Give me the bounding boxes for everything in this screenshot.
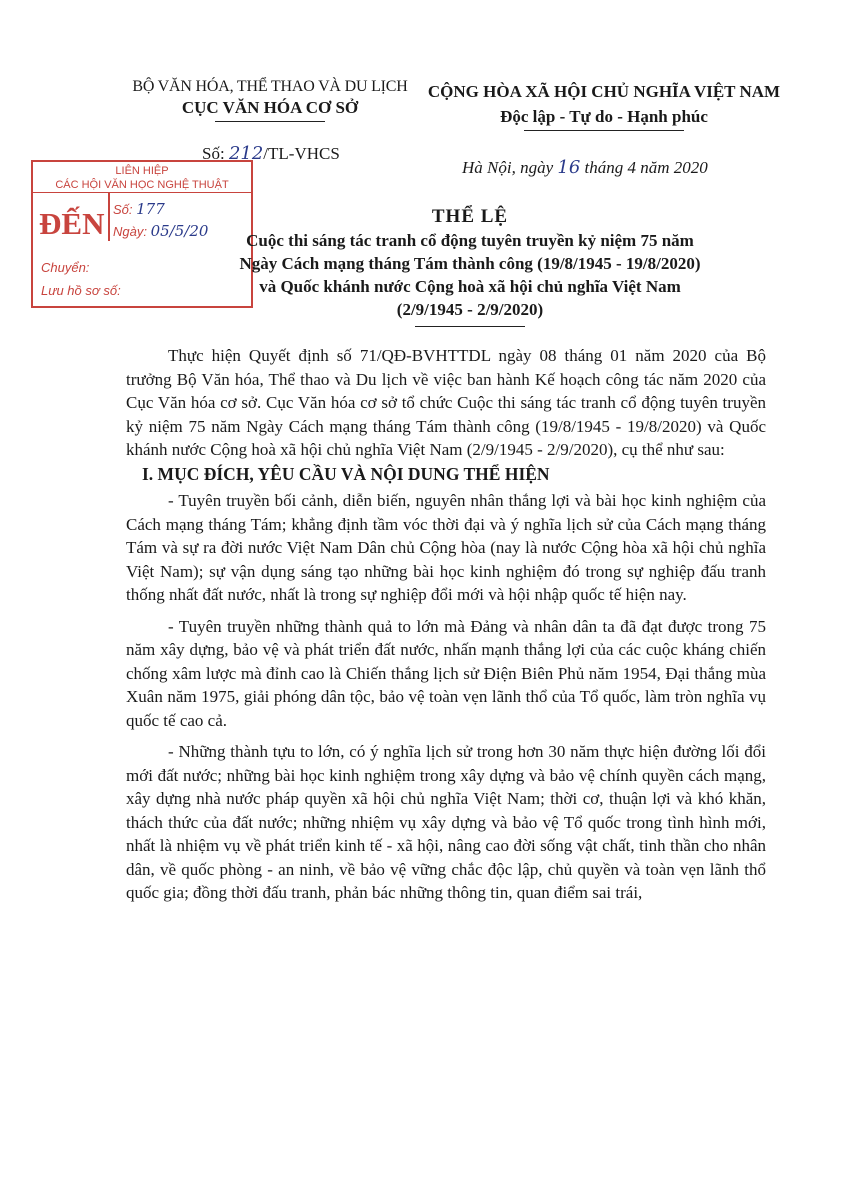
list-item: - Những thành tựu to lớn, có ý nghĩa lịch sử trong hơn 30 năm thực hiện đường lối đổi mới đất nước; những bài học kinh nghiệm trong xây dựng và bảo vệ chính quyền cách mạng, xây dựng nhà nước pháp quyền xã hội chủ nghĩa Việt Nam; thời cơ, thuận lợi và khó khăn, thách thức của đất nước; những nhiệm vụ xây dựng và bảo vệ Tổ quốc trong tình hình mới, nhất là nhiệm vụ về phát triển kinh tế - xã hội, nâng cao đời sống vật chất, tinh thần cho nhân dân, về quốc phòng - an ninh, về bảo vệ vững chắc độc lập, chủ quyền và toàn vẹn lãnh thổ quốc gia; đồng thời đấu tranh, phản bác những thông tin, quan điểm sai trái, xyxy=(126,742,766,902)
issuer-block xyxy=(120,78,420,122)
stamp-so-value: 177 xyxy=(136,200,165,218)
section-heading: I. MỤC ĐÍCH, YÊU CẦU VÀ NỘI DUNG THỂ HIỆN xyxy=(142,463,550,484)
national-header xyxy=(424,82,784,131)
stamp-org-line2: CÁC HỘI VĂN HỌC NGHỆ THUẬT xyxy=(55,179,229,191)
intro-paragraph: Thực hiện Quyết định số 71/QĐ-BVHTTDL ngày 08 tháng 01 năm 2020 của Bộ trưởng Bộ Văn hóa, Thể thao và Du lịch về việc ban hành Kế hoạch công tác năm 2020 của Cục Văn hóa cơ sở. Cục Văn hóa cơ sở tổ chức Cuộc thi sáng tác tranh cổ động tuyên truyền kỷ niệm 75 năm Ngày Cách mạng tháng Tám thành công (19/8/1945 - 19/8/2020) và Quốc khánh nước Cộng hoà xã hội chủ nghĩa Việt Nam (2/9/1945 - 2/9/2020), cụ thể như sau: xyxy=(126,346,766,459)
title-block xyxy=(190,206,750,327)
stamp-chuyen-row xyxy=(41,260,89,275)
agency-name: CỤC VĂN HÓA CƠ SỞ xyxy=(181,98,359,117)
stamp-luu-label: Lưu hồ sơ số: xyxy=(41,283,121,298)
motto-underline xyxy=(524,130,684,131)
doc-number-prefix: Số: xyxy=(202,144,229,163)
date-suffix: tháng 4 năm 2020 xyxy=(580,158,708,177)
date-day-handwritten: 16 xyxy=(557,157,581,178)
stamp-ngay-label: Ngày: xyxy=(113,224,147,239)
document-body xyxy=(126,344,766,913)
agency-underline xyxy=(215,121,325,122)
title-line-4: (2/9/1945 - 2/9/2020) xyxy=(396,300,544,319)
document-title: THỂ LỆ xyxy=(431,206,509,227)
national-motto: Độc lập - Tự do - Hạnh phúc xyxy=(500,107,708,126)
doc-number-handwritten: 212 xyxy=(228,143,264,164)
doc-number-suffix: /TL-VHCS xyxy=(263,144,340,163)
ministry-name: BỘ VĂN HÓA, THỂ THAO VÀ DU LỊCH xyxy=(132,78,408,95)
stamp-luu-row xyxy=(41,283,121,298)
title-line-3: và Quốc khánh nước Cộng hoà xã hội chủ nghĩa Việt Nam xyxy=(259,277,681,296)
stamp-chuyen-label: Chuyển: xyxy=(41,260,90,275)
stamp-org-line1: LIÊN HIỆP xyxy=(115,165,169,177)
title-line-2: Ngày Cách mạng tháng Tám thành công (19/8/1945 - 19/8/2020) xyxy=(239,254,701,273)
stamp-so-row xyxy=(113,200,165,218)
document-date xyxy=(462,157,708,178)
stamp-so-label: Số: xyxy=(113,202,133,217)
stamp-den-label: ĐẾN xyxy=(39,206,105,241)
republic-name: CỘNG HÒA XÃ HỘI CHỦ NGHĨA VIỆT NAM xyxy=(427,82,781,101)
list-item: - Tuyên truyền những thành quả to lớn mà Đảng và nhân dân ta đã đạt được trong 75 năm xây dựng, bảo vệ và phát triển đất nước, nhấn mạnh thắng lợi của các cuộc kháng chiến chống xâm lược mà đỉnh cao là Chiến thắng lịch sử Điện Biên Phủ năm 1954, Đại thắng mùa Xuân năm 1975, giải phóng dân tộc, bảo vệ toàn vẹn lãnh thổ của Tổ quốc, làm tròn nghĩa vụ quốc tế cao cả. xyxy=(126,616,766,730)
stamp-ngay-value: 05/5/20 xyxy=(150,222,209,240)
stamp-divider xyxy=(108,193,110,241)
stamp-organization xyxy=(33,162,251,193)
title-underline xyxy=(415,326,525,327)
date-prefix: Hà Nội, ngày xyxy=(462,158,558,177)
title-line-1: Cuộc thi sáng tác tranh cổ động tuyên truyền kỷ niệm 75 năm xyxy=(246,231,694,250)
list-item: - Tuyên truyền bối cảnh, diễn biến, nguyên nhân thắng lợi và bài học kinh nghiệm của Cách mạng tháng Tám; khẳng định tầm vóc thời đại và ý nghĩa lịch sử của Cách mạng tháng Tám và sự ra đời nước Việt Nam Dân chủ Cộng hòa (nay là nước Cộng hòa xã hội chủ nghĩa Việt Nam); sự vận dụng sáng tạo những bài học kinh nghiệm đó trong sự nghiệp đấu tranh thống nhất đất nước, nhất là trong sự nghiệp đổi mới và hội nhập quốc tế hiện nay. xyxy=(126,491,766,604)
